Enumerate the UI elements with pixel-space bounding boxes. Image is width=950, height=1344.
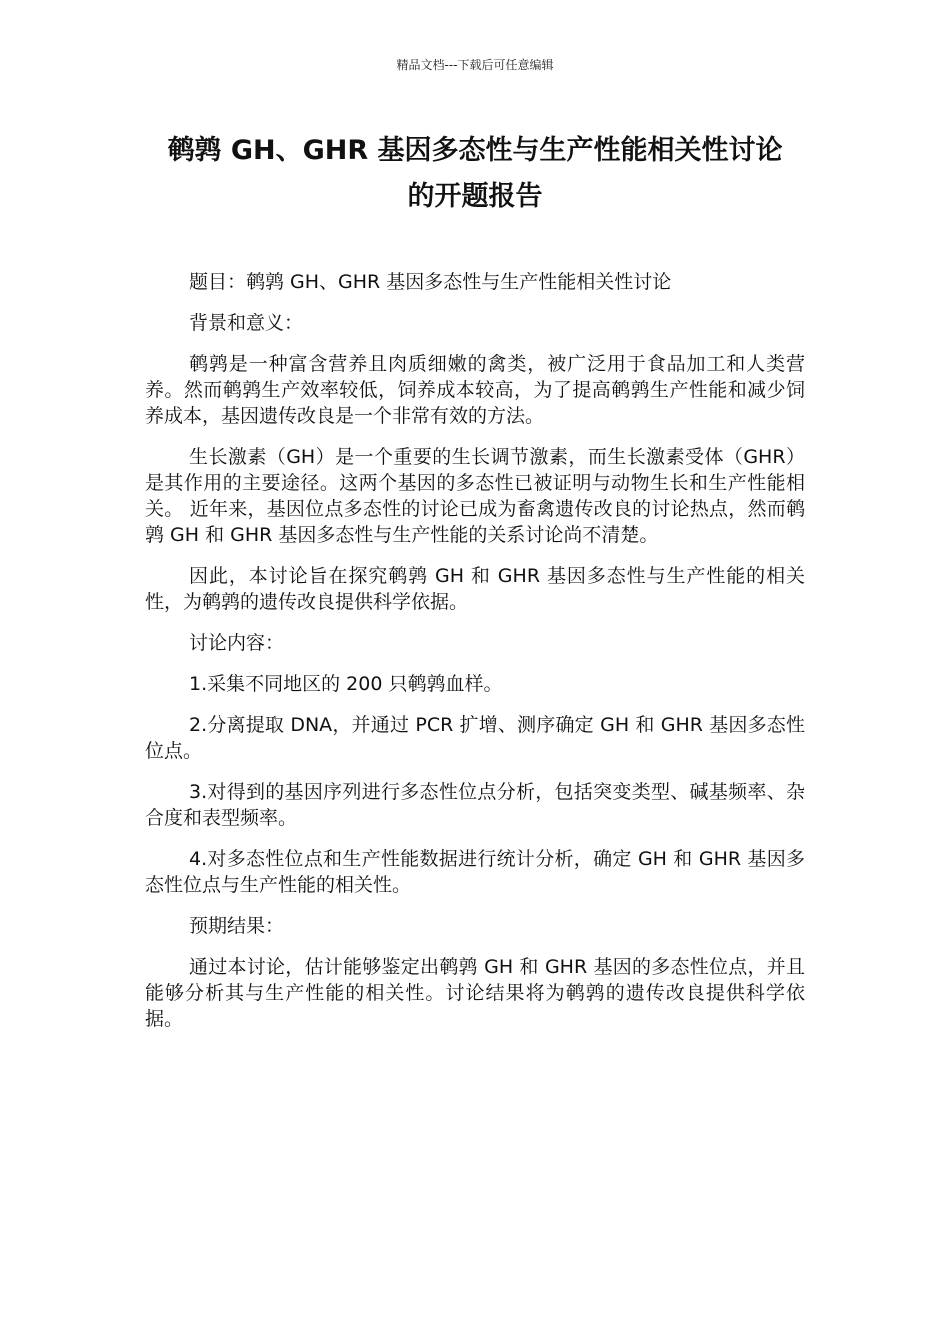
background-paragraph-2: 生长激素（GH）是一个重要的生长调节激素，而生长激素受体（GHR）是其作用的主要途径。这两个基因的多态性已被证明与动物生长和生产性能相关。 近年来，基因位点多态性的讨论已成为畜禽遗传改良的讨论热点，然而鹌鹑 GH 和 GHR 基因多态性与生产性能的关系讨论尚不清楚。 xyxy=(145,446,805,546)
content-item-4: 4.对多态性位点和生产性能数据进行统计分析，确定 GH 和 GHR 基因多态性位点与生产性能的相关性。 xyxy=(145,848,805,896)
content-item-3: 3.对得到的基因序列进行多态性位点分析，包括突变类型、碱基频率、杂合度和表型频率。 xyxy=(145,781,805,829)
content-heading: 讨论内容： xyxy=(189,632,285,654)
content-item-2: 2.分离提取 DNA，并通过 PCR 扩增、测序确定 GH 和 GHR 基因多态性位点。 xyxy=(145,714,805,762)
title-line-1: 鹌鹑 GH、GHR 基因多态性与生产性能相关性讨论 xyxy=(167,135,783,166)
content-item-1: 1.采集不同地区的 200 只鹌鹑血样。 xyxy=(189,673,503,695)
background-heading: 背景和意义： xyxy=(189,312,304,334)
expected-results-heading: 预期结果： xyxy=(189,915,285,937)
topic-paragraph: 题目：鹌鹑 GH、GHR 基因多态性与生产性能相关性讨论 xyxy=(189,271,672,293)
expected-results-paragraph: 通过本讨论，估计能够鉴定出鹌鹑 GH 和 GHR 基因的多态性位点，并且能够分析其与生产性能的相关性。讨论结果将为鹌鹑的遗传改良提供科学依据。 xyxy=(145,956,805,1030)
document-title xyxy=(130,128,820,220)
title-line-2: 的开题报告 xyxy=(407,181,543,212)
background-paragraph-1: 鹌鹑是一种富含营养且肉质细嫩的禽类，被广泛用于食品加工和人类营养。然而鹌鹑生产效率较低，饲养成本较高，为了提高鹌鹑生产性能和减少饲养成本，基因遗传改良是一个非常有效的方法。 xyxy=(145,353,805,427)
document-body xyxy=(145,269,805,1047)
header-note: 精品文档---下载后可任意编辑 xyxy=(396,58,554,72)
background-paragraph-3: 因此，本讨论旨在探究鹌鹑 GH 和 GHR 基因多态性与生产性能的相关性，为鹌鹑的遗传改良提供科学依据。 xyxy=(145,565,805,613)
